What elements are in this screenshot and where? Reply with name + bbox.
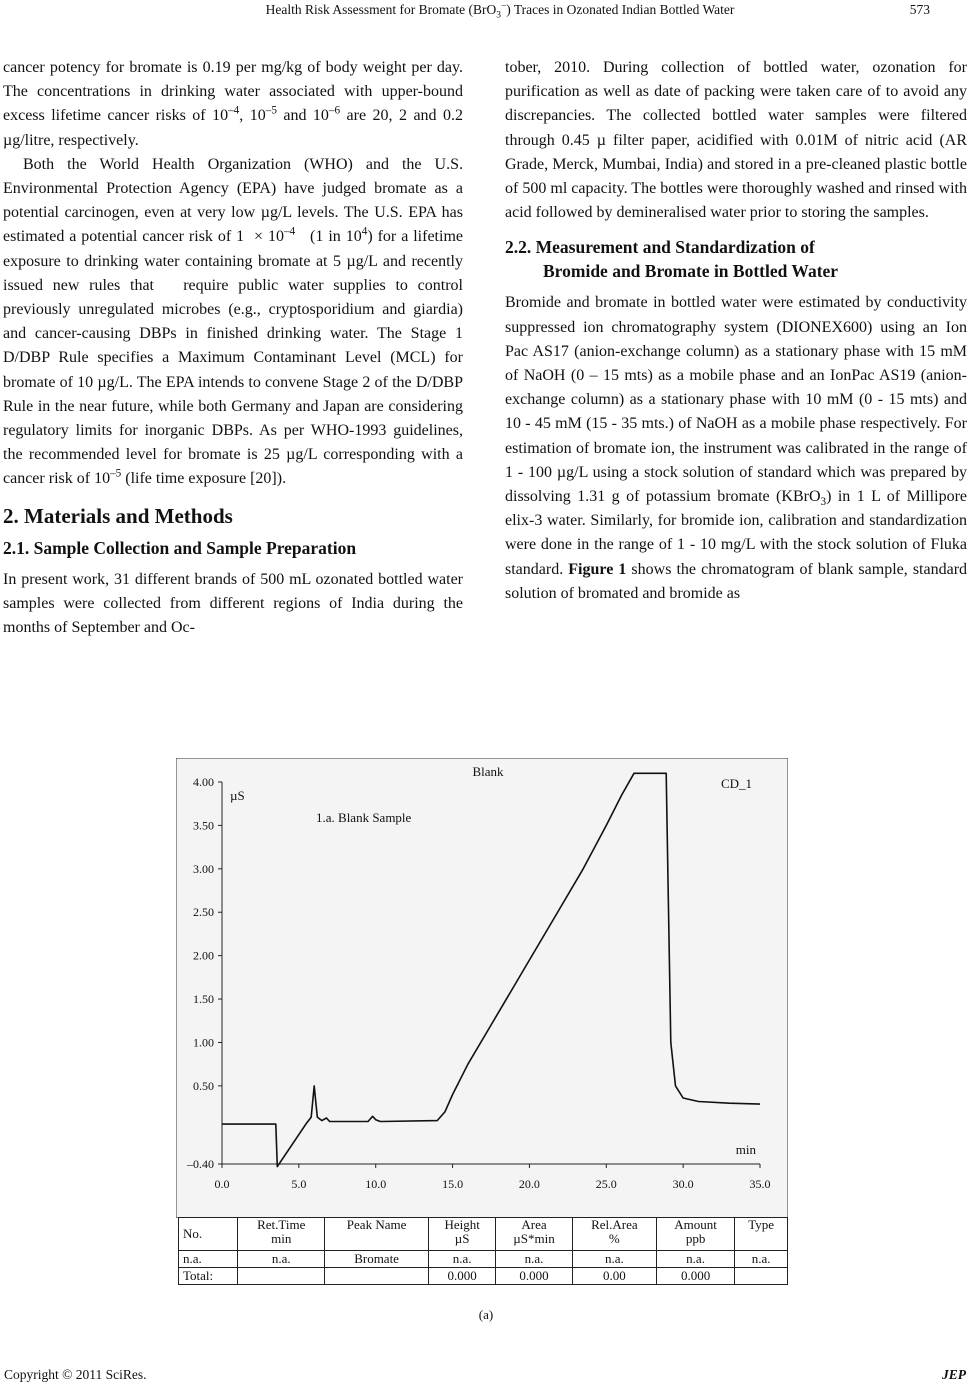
y-tick-label: 1.00 [193, 1035, 214, 1050]
journal-abbrev: JEP [941, 1367, 966, 1382]
subsection-heading-line1: 2.2. Measurement and Standardization of [505, 237, 815, 258]
x-axis-label: min [735, 1142, 756, 1157]
x-tick-label: 15.0 [442, 1177, 464, 1191]
subsection-heading-line2: Bromide and Bromate in Bottled Water [543, 261, 839, 282]
table-cell: n.a. [496, 1251, 572, 1268]
x-tick-label: 5.0 [291, 1177, 307, 1191]
subsection-heading: 2.1. Sample Collection and Sample Preparation [3, 537, 357, 558]
peak-table [178, 1217, 788, 1285]
channel-label: CD_1 [720, 776, 752, 791]
y-tick-label: 2.00 [193, 948, 214, 963]
table-cell [325, 1268, 429, 1285]
right-column [505, 56, 967, 606]
table-header-cell: Rel.Area % [572, 1218, 656, 1251]
paragraph: tober, 2010. During collection of bottled water, ozonation for purification as well as date of packing were taken care of to avoid any discrepancies. The collected bottled water samples were filtered through 0.45 µ filter paper, acidified with 0.01M of nitric acid (AR Grade, Merck, Mumbai, India) and stored in a pre-cleaned plastic bottle of 500 ml capacity. The bottles were thoroughly washed and rinsed with acid followed by demineralised water prior to storing the samples. [505, 59, 967, 222]
y-axis-label: µS [230, 788, 245, 803]
table-cell: n.a. [429, 1251, 496, 1268]
y-tick-label: –0.40 [187, 1157, 214, 1171]
running-title: Health Risk Assessment for Bromate (BrO$_3$−) Traces in Ozonated Indian Bottled Water [265, 1, 735, 21]
x-tick-label: 0.0 [214, 1177, 230, 1191]
table-cell: n.a. [735, 1251, 788, 1268]
table-cell [238, 1268, 325, 1285]
table-cell: Total: [179, 1268, 238, 1285]
table-row [179, 1251, 788, 1268]
figure-caption: (a) [478, 1307, 494, 1322]
page-header [0, 2, 972, 22]
table-header-cell: Amount ppb [656, 1218, 734, 1251]
paragraph: cancer potency for bromate is 0.19 per mg/kg of body weight per day. The concentrations in drinking water associated with upper-bound excess lifetime cancer risks of $10^{-4}$, $10^{-5}$ and $10^{-6}$ are 20, 2 and 0.2 µg/litre, respectively. [3, 59, 464, 149]
page-footer [4, 1367, 966, 1383]
subsection-heading [505, 235, 967, 283]
chart-subtitle: 1.a. Blank Sample [316, 810, 412, 825]
table-header-cell: Type [735, 1218, 788, 1251]
paragraph-tail: shows the chromatogram of blank sample, standard solution of bromated and bromide as [505, 560, 968, 602]
table-header-cell: Height µS [429, 1218, 496, 1251]
table-cell [735, 1268, 788, 1285]
paragraph: Bromide and bromate in bottled water were estimated by conductivity suppressed ion chromatography system (DIONEX600) using an Ion Pac AS17 (anion-exchange column) as a stationary phase with 15 mM of NaOH (0 – 15 mts) as a mobile phase and an IonPac AS19 (anion-exchange column) as a stationary phase with 10 mM (0 - 15 mts) and 10 - 45 mM (15 - 35 mts.) of NaOH as a mobile phase respectively. For estimation of bromate ion, the instrument was calibrated in the range of 1 - 100 µg/L using a stock solution of standard which was prepared by dissolving 1.31 g of potassium bromate (KBrO$_3$) in 1 L of Millipore elix-3 water. Similarly, for bromide ion, calibration and standardization were done in the range of 1 - 10 mg/L with the stock solution of Fluka standard. Figure 1 shows the chromatogram of blank sample, standard solution of bromated and bromide as [505, 294, 968, 602]
page-number: 573 [909, 2, 930, 17]
chart-title: Blank [472, 764, 504, 779]
y-tick-label: 2.50 [193, 905, 214, 920]
table-cell: 0.000 [496, 1268, 572, 1285]
y-tick-label: 3.50 [193, 818, 214, 833]
table-header-cell: Peak Name [325, 1218, 429, 1251]
table-cell: n.a. [656, 1251, 734, 1268]
table-cell: 0.000 [656, 1268, 734, 1285]
chromatogram-figure [176, 758, 788, 1218]
paragraph: Both the World Health Organization (WHO) and the U.S. Environmental Protection Agency (EPA) have judged bromate as a potential carcinogen, even at very low µg/L levels. The U.S. EPA has estimated a potential cancer risk of $1 \times 10^{-4}$ (1 in $10^4$) for a lifetime exposure to drinking water containing bromate at 5 µg/L and recently issued new rules that require public water supplies to control previously unregulated microbes (e.g., cryptosporidium and giardia) and cancer-causing DBPs in finished drinking water. The Stage 1 D/DBP Rule specifies a Maximum Contaminant Level (MCL) for bromate of 10 µg/L. The EPA intends to convene Stage 2 of the D/DBP Rule in the near future, while both Germany and Japan are considering regulatory limits for inorganic DBPs. As per WHO-1993 guidelines, the recommended level for bromate is 25 µg/L corresponding with a cancer risk of $10^{-5}$ (life time exposure [20]). [3, 155, 463, 488]
table-header-cell: Ret.Time min [238, 1218, 325, 1251]
x-tick-label: 35.0 [749, 1177, 771, 1191]
section-heading: 2. Materials and Methods [3, 503, 233, 528]
plot-frame [176, 758, 788, 1218]
x-tick-label: 30.0 [672, 1177, 694, 1191]
table-header-cell: No. [179, 1218, 238, 1251]
figure-reference: Figure 1 [568, 560, 627, 578]
chromatogram-chart [176, 758, 788, 1218]
y-tick-label: 1.50 [193, 992, 214, 1007]
y-tick-label: 3.00 [193, 861, 214, 876]
x-tick-label: 10.0 [365, 1177, 387, 1191]
x-tick-label: 20.0 [518, 1177, 540, 1191]
left-column [3, 56, 463, 640]
table-header-row [179, 1218, 788, 1251]
table-cell: 0.00 [572, 1268, 656, 1285]
table-header-cell: Area µS*min [496, 1218, 572, 1251]
table-cell: n.a. [572, 1251, 656, 1268]
table-cell: n.a. [179, 1251, 238, 1268]
copyright: Copyright © 2011 SciRes. [4, 1367, 147, 1382]
y-tick-label: 4.00 [193, 775, 214, 789]
table-cell: 0.000 [429, 1268, 496, 1285]
table-cell: Bromate [325, 1251, 429, 1268]
y-tick-label: 0.50 [193, 1078, 214, 1093]
table-row [179, 1268, 788, 1285]
table-cell: n.a. [238, 1251, 325, 1268]
paragraph: In present work, 31 different brands of 500 mL ozonated bottled water samples were collected from different regions of India during the months of September and Oc- [3, 570, 463, 637]
x-tick-label: 25.0 [595, 1177, 617, 1191]
